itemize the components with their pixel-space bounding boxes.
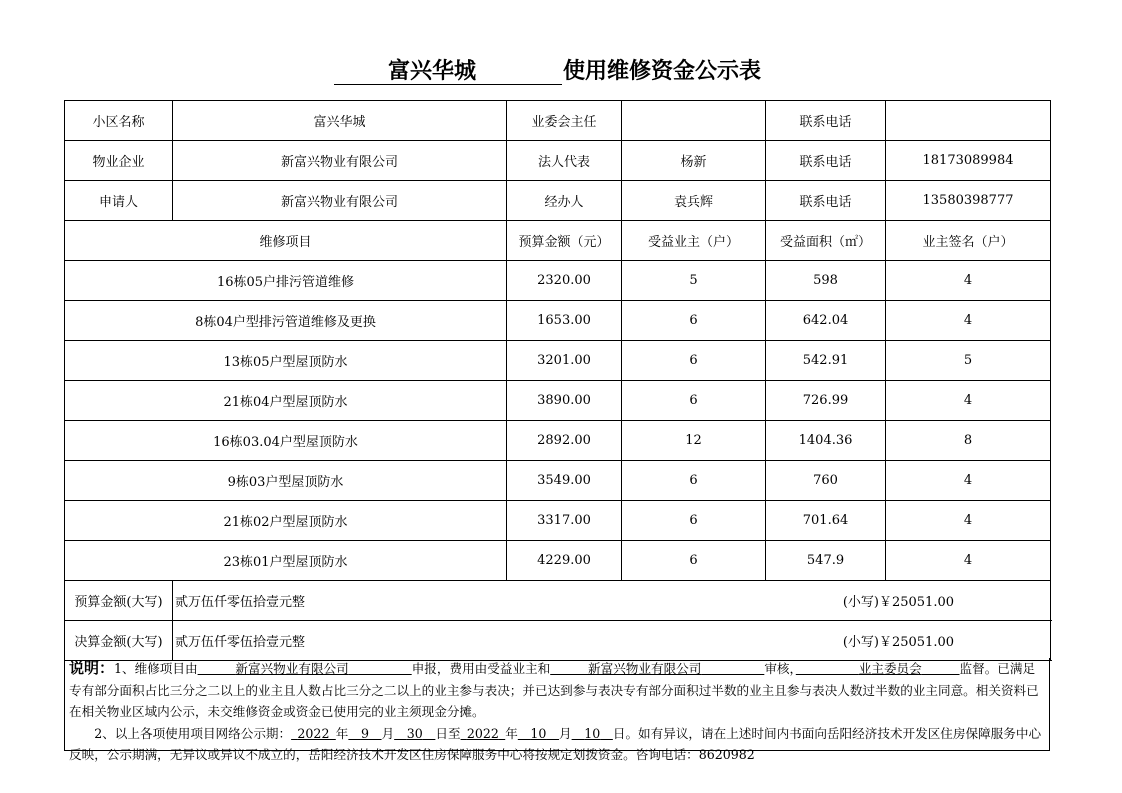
cell-budget: 3890.00	[507, 381, 622, 421]
header-area: 受益面积（㎡）	[766, 221, 886, 261]
cell-area: 726.99	[766, 381, 886, 421]
cell-area: 598	[766, 261, 886, 301]
cell-area: 760	[766, 461, 886, 501]
cell-item: 9栋03户型屋顶防水	[65, 461, 507, 501]
cell-area: 642.04	[766, 301, 886, 341]
title-community: 富兴华城	[388, 59, 477, 84]
info-label: 物业企业	[65, 141, 173, 181]
cell-owners: 6	[622, 501, 766, 541]
cell-signers: 8	[886, 421, 1051, 461]
info-label: 联系电话	[766, 141, 886, 181]
cell-budget: 4229.00	[507, 541, 622, 581]
start-day: 30	[406, 725, 423, 741]
page-title	[0, 52, 1122, 88]
info-label: 联系电话	[766, 101, 886, 141]
day-label: 日	[435, 725, 448, 741]
table-row	[65, 301, 1051, 341]
info-value: 杨新	[622, 141, 766, 181]
total-label: 决算金额(大写)	[65, 621, 173, 661]
cell-item: 16栋03.04户型屋顶防水	[65, 421, 507, 461]
table-row	[65, 501, 1051, 541]
note-paragraph-2	[69, 723, 1045, 766]
header-budget: 预算金额（元）	[507, 221, 622, 261]
info-value: 袁兵辉	[622, 181, 766, 221]
info-row-community	[65, 101, 1051, 141]
cell-budget: 1653.00	[507, 301, 622, 341]
cell-area: 547.9	[766, 541, 886, 581]
cell-owners: 12	[622, 421, 766, 461]
cell-signers: 4	[886, 461, 1051, 501]
cell-budget: 3317.00	[507, 501, 622, 541]
cell-item: 16栋05户排污管道维修	[65, 261, 507, 301]
cell-owners: 6	[622, 341, 766, 381]
total-lower: (小写)￥25051.00	[766, 581, 1051, 621]
info-value	[622, 101, 766, 141]
info-label: 法人代表	[507, 141, 622, 181]
total-upper: 贰万伍仟零伍拾壹元整	[173, 621, 766, 661]
notes-label: 说明：	[69, 659, 115, 677]
info-label: 联系电话	[766, 181, 886, 221]
note-text: 1、维修项目由	[114, 661, 198, 676]
cell-area: 701.64	[766, 501, 886, 541]
info-row-property	[65, 141, 1051, 181]
info-value: 18173089984	[886, 141, 1051, 181]
note-supervisor: 业主委员会	[858, 661, 922, 676]
total-upper: 贰万伍仟零伍拾壹元整	[173, 581, 766, 621]
info-row-applicant	[65, 181, 1051, 221]
info-value	[886, 101, 1051, 141]
info-label: 小区名称	[65, 101, 173, 141]
info-label: 申请人	[65, 181, 173, 221]
table-row	[65, 461, 1051, 501]
note-text: 申报，费用由受益业主和	[411, 661, 551, 676]
total-row-final	[65, 621, 1051, 661]
cell-item: 21栋02户型屋顶防水	[65, 501, 507, 541]
header-owners: 受益业主（户）	[622, 221, 766, 261]
total-row-budget	[65, 581, 1051, 621]
info-label: 经办人	[507, 181, 622, 221]
cell-item: 8栋04户型排污管道维修及更换	[65, 301, 507, 341]
note-paragraph-1	[69, 658, 1045, 723]
note-text: 。如有异议，请在上述时间内书面向岳阳经济技术开发区住房保障服务中心反映，公示期满，无异议或异议不成立的，岳阳经济技术开发区住房保障服务中心将按规定划拨资金。咨询电话：8620982	[69, 725, 1042, 762]
end-year: 2022	[466, 725, 499, 741]
to-label: 至	[447, 725, 461, 741]
cell-signers: 4	[886, 541, 1051, 581]
table-row	[65, 421, 1051, 461]
header-item: 维修项目	[65, 221, 507, 261]
cell-signers: 4	[886, 501, 1051, 541]
year-label: 年	[505, 725, 518, 741]
cell-signers: 4	[886, 301, 1051, 341]
cell-budget: 2320.00	[507, 261, 622, 301]
cell-signers: 5	[886, 341, 1051, 381]
cell-owners: 6	[622, 381, 766, 421]
cell-owners: 6	[622, 541, 766, 581]
fund-table	[64, 100, 1051, 661]
cell-item: 21栋04户型屋顶防水	[65, 381, 507, 421]
note-reviewer: 新富兴物业有限公司	[588, 661, 702, 676]
note-text: 审核，	[764, 661, 796, 676]
cell-item: 23栋01户型屋顶防水	[65, 541, 507, 581]
cell-budget: 3201.00	[507, 341, 622, 381]
cell-area: 542.91	[766, 341, 886, 381]
cell-owners: 6	[622, 301, 766, 341]
cell-signers: 4	[886, 381, 1051, 421]
end-month: 10	[530, 725, 547, 741]
month-label: 月	[381, 725, 395, 741]
cell-item: 13栋05户型屋顶防水	[65, 341, 507, 381]
info-value: 新富兴物业有限公司	[173, 141, 507, 181]
total-label: 预算金额(大写)	[65, 581, 173, 621]
table-header	[65, 221, 1051, 261]
info-value: 新富兴物业有限公司	[173, 181, 507, 221]
cell-owners: 6	[622, 461, 766, 501]
month-label: 月	[559, 725, 572, 741]
info-label: 业委会主任	[507, 101, 622, 141]
start-month: 9	[360, 725, 369, 741]
notes-section	[64, 658, 1050, 762]
cell-budget: 3549.00	[507, 461, 622, 501]
note-text: 监督。已满足专有部分面积占比三分之二以上的业主且人数占比三分之二以上的业主参与表决；并已达到参与表决专有部分面积过半数的业主且参与表决人数过半数的业主同意。相关资料已在相关物业区域内公示，未交维修资金或资金已使用完的业主须现金分摊。	[69, 661, 1039, 719]
year-label: 年	[335, 725, 349, 741]
table-row	[65, 261, 1051, 301]
note-applicant: 新富兴物业有限公司	[235, 661, 349, 676]
title-suffix: 使用维修资金公示表	[563, 59, 762, 84]
table-row	[65, 341, 1051, 381]
table-row	[65, 541, 1051, 581]
info-value: 富兴华城	[173, 101, 507, 141]
cell-signers: 4	[886, 261, 1051, 301]
header-signers: 业主签名（户）	[886, 221, 1051, 261]
start-year: 2022	[297, 725, 330, 741]
cell-owners: 5	[622, 261, 766, 301]
total-lower: (小写)￥25051.00	[766, 621, 1051, 661]
note-text: 2、以上各项使用项目网络公示期：	[94, 725, 292, 741]
info-value: 13580398777	[886, 181, 1051, 221]
cell-area: 1404.36	[766, 421, 886, 461]
day-label: 日	[612, 725, 626, 741]
table-row	[65, 381, 1051, 421]
cell-budget: 2892.00	[507, 421, 622, 461]
end-day: 10	[584, 725, 601, 741]
